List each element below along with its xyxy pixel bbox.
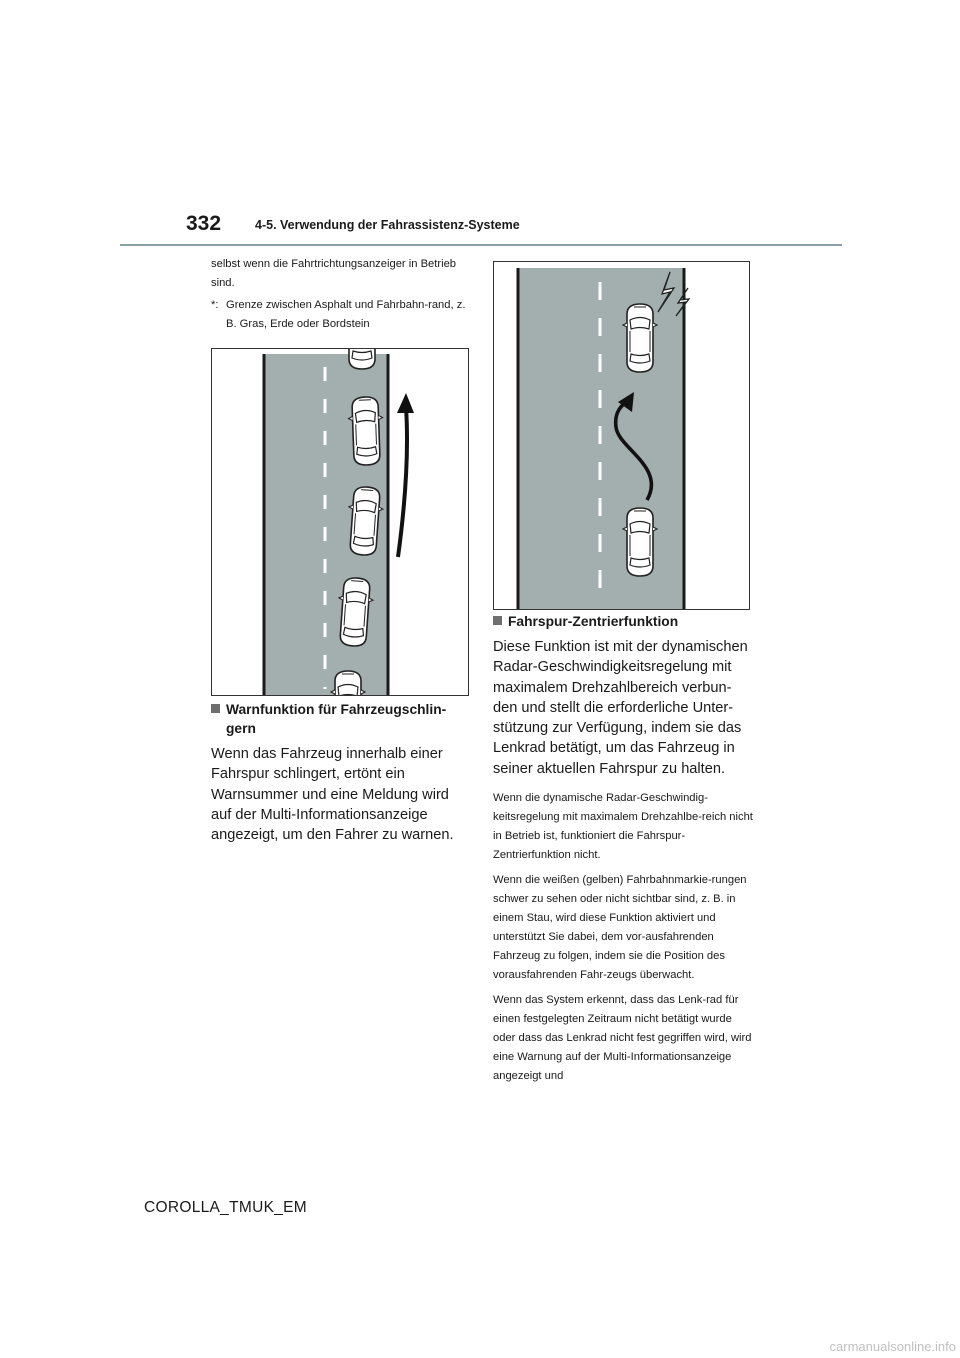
heading-text: Fahrspur-Zentrierfunktion <box>508 614 679 629</box>
note-item: Wenn die weißen (gelben) Fahrbahnmarkie-rungen schwer zu sehen oder nicht sichtbar sind, z. B. in einem Stau, wird diese Funktion aktiviert und unterstützt Sie dabei, dem vor-ausfahrenden Fahrzeug zu folgen, indem sie die Position des vorausfahrenden Fahr-zeugs überwacht. <box>493 874 747 982</box>
footnote-mark: *: <box>211 299 219 311</box>
swaying-vehicle-figure <box>493 261 750 610</box>
footnote <box>211 296 473 334</box>
left-column <box>211 255 473 334</box>
heading-bullet <box>211 704 220 713</box>
lane-centering-section <box>493 612 753 1092</box>
section-title: 4-5. Verwendung der Fahrassistenz-Systeme <box>255 218 520 232</box>
car-5 <box>331 671 365 695</box>
watermark: carmanualsonline.info <box>829 1339 956 1354</box>
car-2 <box>348 396 384 465</box>
page-number: 332 <box>186 212 222 235</box>
sway-warning-body: Wenn das Fahrzeug innerhalb einer Fahrspur schlingert, ertönt ein Warnsummer und eine Meldung wird auf der Multi-Informationsanzeige angezeigt, um den Fahrer zu warnen. <box>211 746 454 844</box>
section-heading-sway-warning <box>211 700 473 738</box>
footer-model-code: COROLLA_TMUK_EM <box>144 1199 307 1216</box>
car-rear <box>623 508 657 576</box>
note-item: Wenn die dynamische Radar-Geschwindig-keitsregelung mit maximalem Drehzahlbe-reich nicht in Betrieb ist, funktioniert die Fahrspur-Zentrierfunktion nicht. <box>493 792 753 862</box>
warn-function-section <box>211 700 473 845</box>
note-item: Wenn das System erkennt, dass das Lenk-rad für einen festgelegten Zeitraum nicht betätigt wurde oder dass das Lenkrad nicht fest gegriffen wird, wird eine Warnung auf der Multi-Informationsanzeige angezeigt und <box>493 994 752 1083</box>
notes <box>493 789 753 1086</box>
heading-bullet <box>493 616 502 625</box>
intro-text: selbst wenn die Fahrtrichtungsanzeiger in Betrieb sind. <box>211 258 457 289</box>
section-heading-lane-centering <box>493 612 753 631</box>
drift-arrow-line <box>398 407 407 557</box>
car-front <box>623 304 657 372</box>
lane-edge-drift-figure <box>211 348 469 696</box>
drift-arrowhead <box>397 393 414 413</box>
lane-centering-body: Diese Funktion ist mit der dynamischen Radar-Geschwindigkeitsregelung mit maximalem Drehzahlbereich verbun-den und stellt die erforderliche Unter-stützung zur Verfügung, indem sie das Lenkrad betätigt, um das Fahrzeug in seiner aktuellen Fahrspur zu halten. <box>493 639 748 777</box>
heading-text: Warnfunktion für Fahrzeugschlin-gern <box>226 702 447 736</box>
footnote-text: Grenze zwischen Asphalt und Fahrbahn-rand, z. B. Gras, Erde oder Bordstein <box>226 299 466 330</box>
header-divider <box>120 244 842 246</box>
